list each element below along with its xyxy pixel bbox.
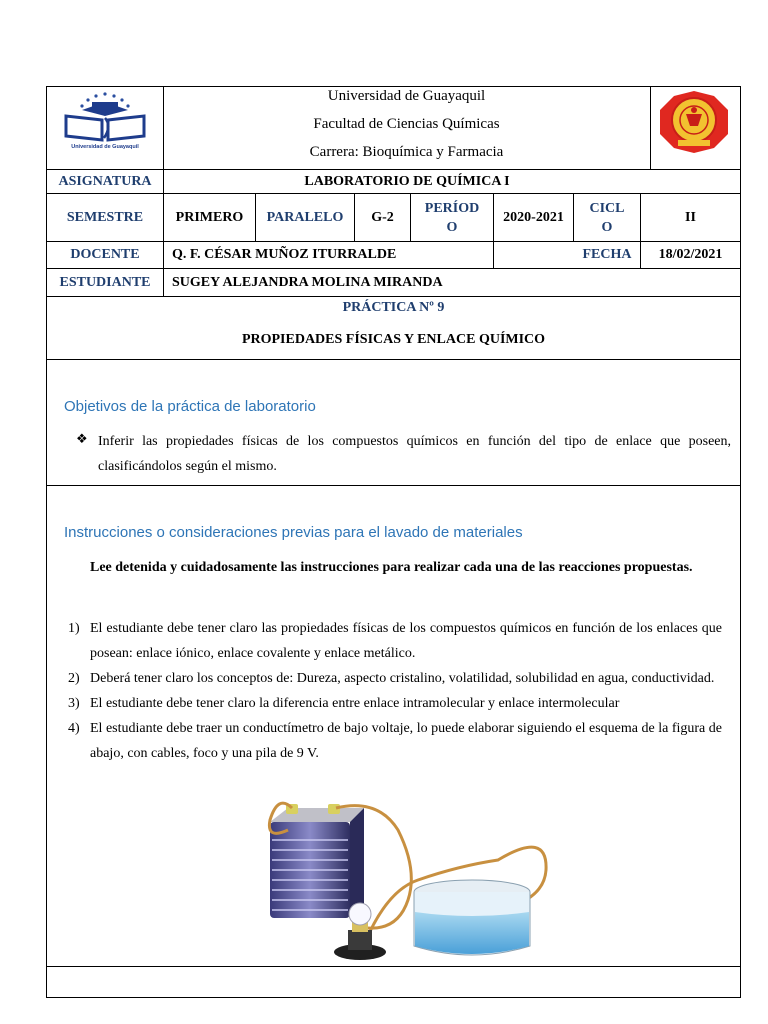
list-item-number: 1) [68, 621, 80, 636]
paralelo-label: PARALELO [266, 209, 344, 225]
instructions-list [68, 616, 722, 766]
objective-item: Inferir las propiedades físicas de los compuestos químicos en función del tipo de enlace que poseen, clasificándolos según el mismo. [98, 434, 731, 474]
ciclo-value: II [685, 209, 696, 225]
fecha-label: FECHA [582, 247, 632, 262]
list-item [68, 691, 722, 716]
periodo-value: 2020-2021 [503, 209, 564, 225]
career-name: Carrera: Bioquímica y Farmacia [309, 144, 504, 160]
objectives-title: Objetivos de la práctica de laboratorio [64, 398, 316, 415]
practice-number: PRÁCTICA Nº 9 [342, 300, 445, 315]
fecha-value: 18/02/2021 [658, 247, 723, 262]
list-item [68, 666, 722, 691]
diamond-bullet-icon: ❖ [76, 431, 88, 446]
estudiante-label: ESTUDIANTE [59, 274, 151, 290]
list-item-number: 4) [68, 721, 80, 736]
instructions-title: Instrucciones o consideraciones previas para el lavado de materiales [64, 524, 523, 541]
faculty-seal [658, 90, 730, 154]
university-logo [52, 88, 158, 166]
ciclo-label-line1: CICL [589, 200, 625, 216]
estudiante-value: SUGEY ALEJANDRA MOLINA MIRANDA [172, 274, 443, 290]
semestre-label: SEMESTRE [66, 209, 144, 225]
docente-label: DOCENTE [70, 247, 140, 262]
beaker-icon [414, 880, 530, 955]
logo-caption: Universidad de Guayaquil [71, 144, 139, 150]
list-item [68, 616, 722, 666]
list-item-number: 3) [68, 696, 80, 711]
semestre-value: PRIMERO [175, 209, 244, 225]
conductimeter-diagram [258, 800, 558, 970]
list-item [68, 716, 722, 766]
asignatura-value: LABORATORIO DE QUÍMICA I [304, 173, 510, 189]
ciclo-label [574, 194, 640, 241]
instructions-intro: Lee detenida y cuidadosamente las instrucciones para realizar cada una de las reacciones propuestas. [90, 560, 693, 575]
docente-value: Q. F. CÉSAR MUÑOZ ITURRALDE [172, 247, 397, 262]
ciclo-label-line2: O [601, 219, 613, 235]
list-item-number: 2) [68, 671, 80, 686]
list-item-text: El estudiante debe tener claro la diferencia entre enlace intramolecular y enlace intermolecular [90, 696, 620, 711]
periodo-label [411, 194, 493, 241]
university-name: Universidad de Guayaquil [327, 88, 486, 104]
list-item-text: El estudiante debe tener claro las propiedades físicas de los compuestos químicos en función de los enlaces que posean: enlace iónico, enlace covalente y enlace metálico. [90, 621, 722, 661]
list-item-text: Deberá tener claro los conceptos de: Dureza, aspecto cristalino, volatilidad, solubilidad en agua, conductividad. [90, 671, 715, 686]
periodo-label-line1: PERÍOD [424, 200, 480, 216]
battery-icon [270, 804, 364, 918]
faculty-name: Facultad de Ciencias Químicas [313, 116, 500, 132]
practice-title: PROPIEDADES FÍSICAS Y ENLACE QUÍMICO [241, 332, 546, 347]
list-item-text: El estudiante debe traer un conductímetro de bajo voltaje, lo puede elaborar siguiendo el esquema de la figura de abajo, con cables, foco y una pila de 9 V. [90, 721, 722, 761]
periodo-label-line2: O [446, 219, 458, 235]
paralelo-value: G-2 [371, 209, 394, 225]
asignatura-label: ASIGNATURA [58, 173, 152, 189]
